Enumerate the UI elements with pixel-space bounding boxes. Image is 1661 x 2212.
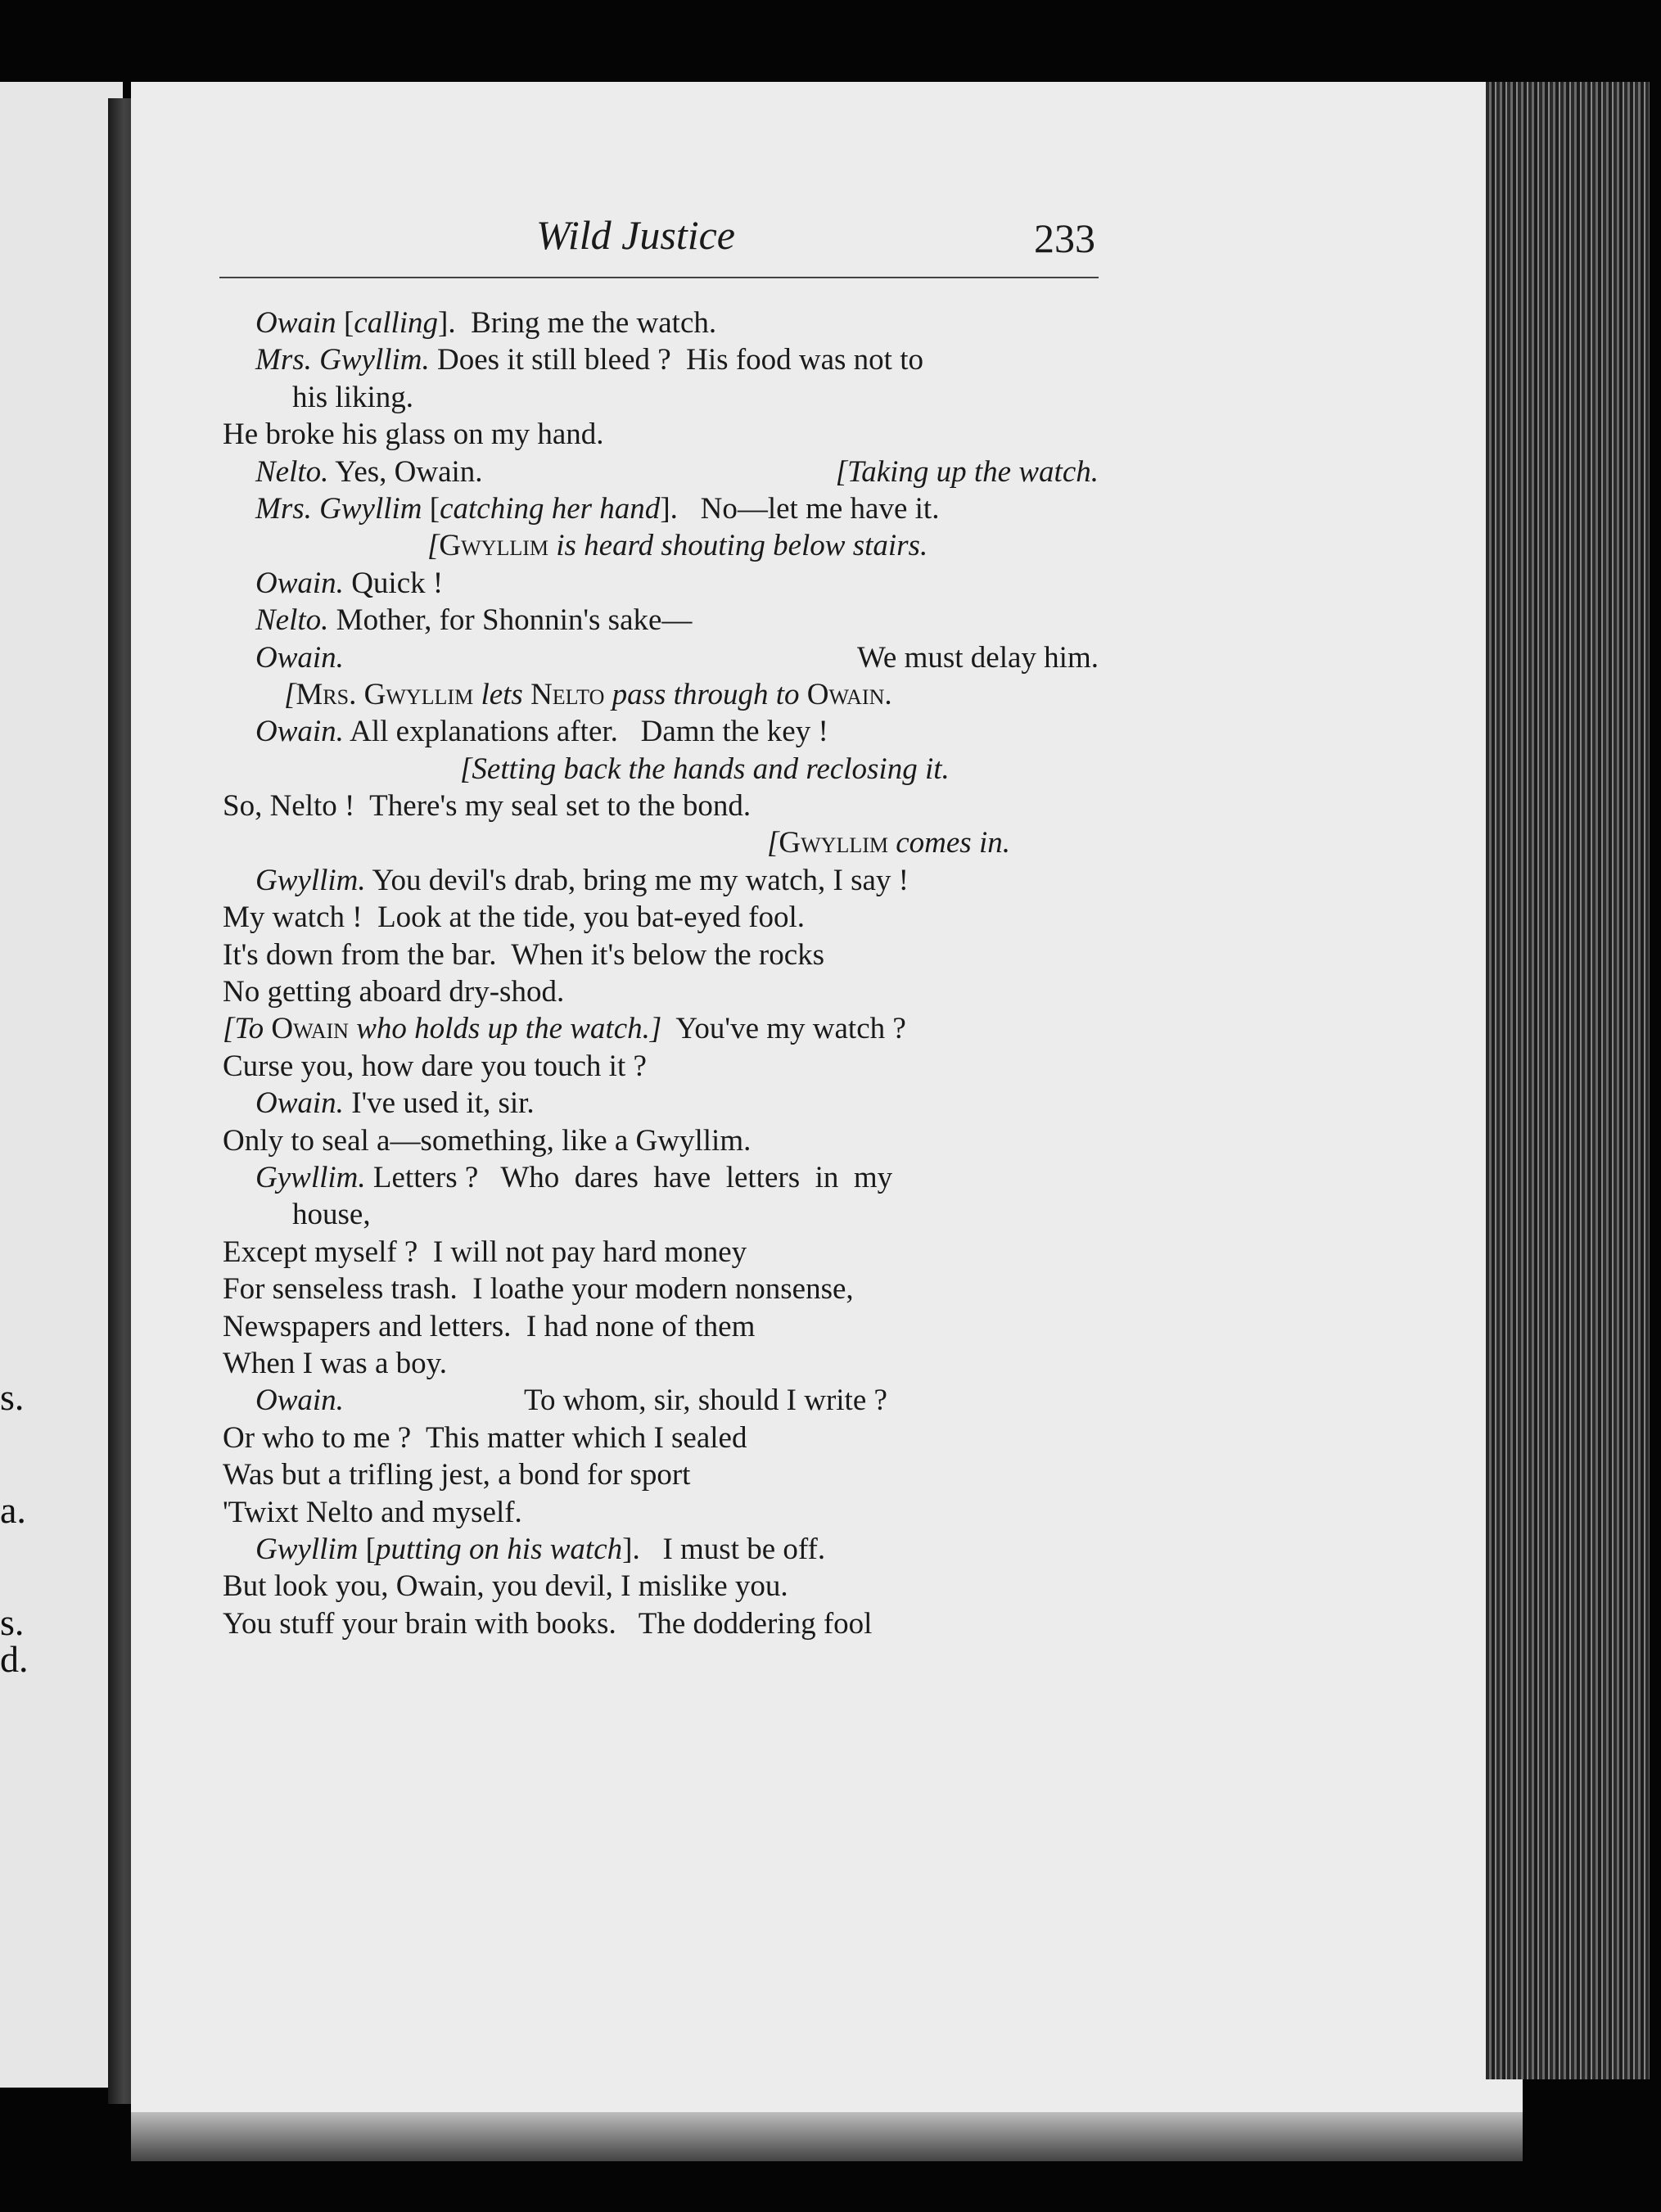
dialogue-text: My watch ! Look at the tide, you bat-eyed fool. [223, 901, 806, 935]
text-line [223, 454, 1123, 490]
play-text [223, 305, 1123, 1642]
character-name: Owain. [806, 677, 892, 711]
dialogue-text: Does it still bleed ? His food was not to [429, 343, 923, 377]
dialogue-text: To whom, sir, should I write ? [523, 1384, 887, 1418]
dialogue-text: No getting aboard dry-shod. [223, 975, 565, 1009]
stage-direction-bracket: [To [223, 1012, 272, 1046]
speaker-name: Owain [255, 306, 336, 340]
text-line [223, 1605, 1123, 1642]
stage-direction: calling [354, 306, 439, 340]
stage-direction-bracket: [ [427, 529, 440, 563]
dialogue-text: When I was a boy. [223, 1346, 447, 1380]
header-rule [219, 277, 1099, 278]
margin-fragment: s. [0, 1601, 25, 1643]
dialogue-text: ]. No—let me have it. [660, 491, 940, 526]
dialogue-text: It's down from the bar. When it's below the rocks [223, 937, 825, 972]
text-line [223, 490, 1123, 527]
text-line [223, 1494, 1123, 1531]
text-line [223, 862, 1123, 899]
stage-direction: who holds up the watch.] [348, 1012, 662, 1046]
stage-direction: catching her hand [440, 491, 661, 526]
character-name: Gwyllim [779, 826, 888, 860]
text-line [223, 416, 1123, 453]
dialogue-text: For senseless trash. I loathe your modern nonsense, [223, 1272, 854, 1307]
speaker-name: Owain. [255, 1384, 344, 1418]
speaker-name: Owain. [255, 715, 344, 749]
dialogue-text: ]. Bring me the watch. [438, 306, 717, 340]
dialogue-text: Only to seal a—something, like a Gwyllim. [223, 1123, 752, 1158]
right-aligned-text: [Taking up the watch. [835, 454, 1099, 489]
text-line [223, 379, 1123, 416]
stage-direction: lets [473, 677, 531, 711]
text-line [223, 1308, 1123, 1345]
text-line [223, 1010, 1123, 1047]
text-line [223, 1085, 1123, 1122]
text-line [223, 1382, 1123, 1419]
text-line [223, 937, 1123, 973]
text-line [223, 1420, 1123, 1456]
running-head: Wild Justice [536, 212, 735, 258]
dialogue-text: You've my watch ? [661, 1012, 906, 1046]
character-name: Mrs. Gwyllim [296, 677, 474, 711]
dialogue-text: Mother, for Shonnin's sake— [328, 603, 693, 638]
text-line [223, 713, 1123, 750]
speaker-name: Gwyllim. [255, 863, 366, 897]
dialogue-text: house, [292, 1198, 371, 1232]
text-line [223, 973, 1123, 1010]
page-bottom-shadow [131, 2112, 1523, 2161]
character-name: Gwyllim [439, 529, 548, 563]
dialogue-text: Quick ! [343, 566, 444, 600]
dialogue-text: You stuff your brain with books. The doddering fool [223, 1606, 873, 1641]
text-line [223, 1159, 1123, 1196]
page-number: 233 [1034, 215, 1095, 261]
speaker-name: Mrs. Gwyllim [255, 491, 422, 526]
text-line [223, 565, 1123, 602]
dialogue-text: 'Twixt Nelto and myself. [223, 1495, 522, 1529]
stage-direction-bracket: [ [767, 826, 779, 860]
dialogue-text: Newspapers and letters. I had none of them [223, 1309, 756, 1343]
text-line [223, 824, 1123, 861]
speaker-name: Gywllim. [255, 1160, 366, 1194]
stage-direction-bracket: [ [284, 677, 296, 711]
dialogue-text: Yes, Owain. [328, 454, 483, 489]
text-line [223, 602, 1123, 639]
text-line [223, 1531, 1123, 1568]
dialogue-text: All explanations after. Damn the key ! [343, 715, 828, 749]
text-line [223, 527, 1123, 564]
character-name: Nelto [530, 677, 605, 711]
speaker-name: Owain. [255, 566, 344, 600]
text-line [223, 1271, 1123, 1307]
text-line [223, 1196, 1123, 1233]
stage-direction: pass through to [604, 677, 807, 711]
text-line [223, 676, 1123, 713]
dialogue-text: ]. I must be off. [622, 1532, 826, 1566]
text-line [223, 751, 1123, 788]
text-line [223, 1234, 1123, 1271]
dialogue-text: [ [336, 306, 354, 340]
character-name: Owain [271, 1012, 349, 1046]
dialogue-text: Or who to me ? This matter which I sealed [223, 1420, 747, 1455]
speaker-name: Owain. [255, 640, 344, 675]
text-line [223, 341, 1123, 378]
dialogue-text: [ [422, 491, 440, 526]
stage-direction: comes in. [887, 826, 1010, 860]
text-line [223, 899, 1123, 936]
dialogue-text: [ [358, 1532, 376, 1566]
stage-direction: putting on his watch [375, 1532, 623, 1566]
text-line [223, 305, 1123, 341]
facing-page-edge [0, 82, 123, 2088]
page-edges [1486, 82, 1650, 2079]
dialogue-text: I've used it, sir. [343, 1086, 535, 1121]
text-line [223, 788, 1123, 824]
text-line [223, 1122, 1123, 1159]
text-line [223, 1345, 1123, 1382]
text-line [223, 1048, 1123, 1085]
dialogue-text: You devil's drab, bring me my watch, I say ! [365, 863, 909, 897]
text-line [223, 639, 1123, 676]
margin-fragment: s. [0, 1376, 25, 1418]
speaker-name: Gwyllim [255, 1532, 359, 1566]
dialogue-text: Letters ? Who dares have letters in my [365, 1160, 893, 1194]
dialogue-text: But look you, Owain, you devil, I mislike you. [223, 1569, 788, 1604]
speaker-name: Nelto. [255, 454, 329, 489]
speaker-name: Nelto. [255, 603, 329, 638]
stage-direction: is heard shouting below stairs. [548, 529, 928, 563]
dialogue-text: Except myself ? I will not pay hard money [223, 1235, 747, 1269]
stage-direction: Setting back the hands and reclosing it. [472, 752, 950, 786]
dialogue-text: He broke his glass on my hand. [223, 418, 604, 452]
stage-direction-bracket: [ [460, 752, 472, 786]
margin-fragment: d. [0, 1638, 29, 1680]
text-line [223, 1456, 1123, 1493]
speaker-name: Mrs. Gwyllim. [255, 343, 430, 377]
margin-fragment: a. [0, 1489, 26, 1531]
dialogue-text: Was but a trifling jest, a bond for sport [223, 1458, 691, 1492]
dialogue-text: So, Nelto ! There's my seal set to the bond. [223, 789, 752, 824]
dialogue-text: Curse you, how dare you touch it ? [223, 1049, 647, 1083]
dialogue-text: his liking. [292, 380, 414, 414]
text-line [223, 1568, 1123, 1605]
right-aligned-text: We must delay him. [856, 640, 1099, 675]
speaker-name: Owain. [255, 1086, 344, 1121]
